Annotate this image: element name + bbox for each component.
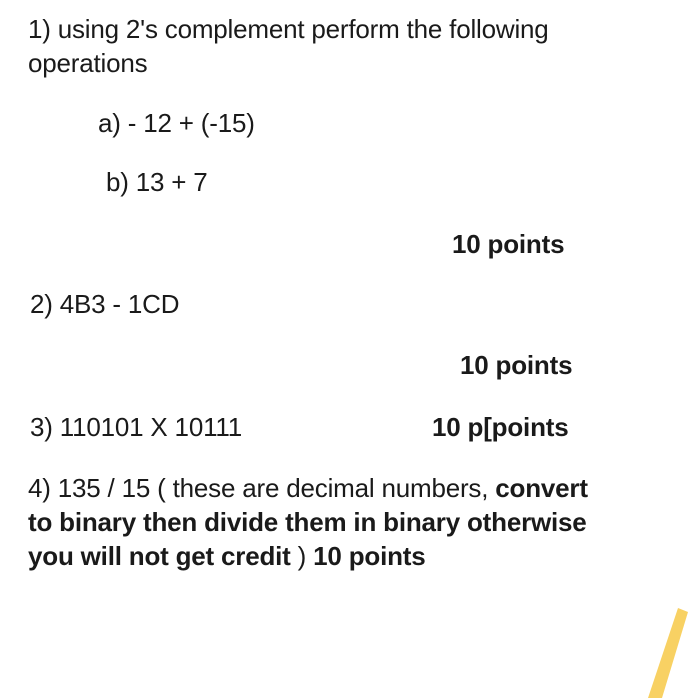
question-4-prompt-bold-2: to binary then divide them in binary otherwise <box>28 507 587 537</box>
question-2-prompt: 2) 4B3 - 1CD <box>30 289 180 319</box>
question-1-part-b: b) 13 + 7 <box>106 167 208 197</box>
question-2-points: 10 points <box>460 350 573 380</box>
question-4-prompt-plain: 4) 135 / 15 ( these are decimal numbers, <box>28 473 496 503</box>
highlighter-mark <box>648 608 688 698</box>
question-3-prompt: 3) 110101 X 10111 <box>30 412 243 442</box>
question-1-points: 10 points <box>452 229 565 259</box>
question-4-points: 10 points <box>313 541 426 571</box>
question-1-prompt: 1) using 2's complement perform the following operations <box>28 14 549 78</box>
highlighter-stroke <box>648 608 688 698</box>
question-4-block <box>28 471 678 573</box>
question-4-prompt-bold-1: convert <box>495 473 588 503</box>
question-1-part-a: a) - 12 + (-15) <box>98 108 255 138</box>
question-4-line-3 <box>28 539 678 573</box>
question-4-line-1 <box>28 471 678 505</box>
question-4-prompt-close: ) <box>290 541 314 571</box>
question-3-points: 10 p[points <box>432 412 569 442</box>
question-4-prompt-bold-3: you will not get credit <box>28 541 291 571</box>
